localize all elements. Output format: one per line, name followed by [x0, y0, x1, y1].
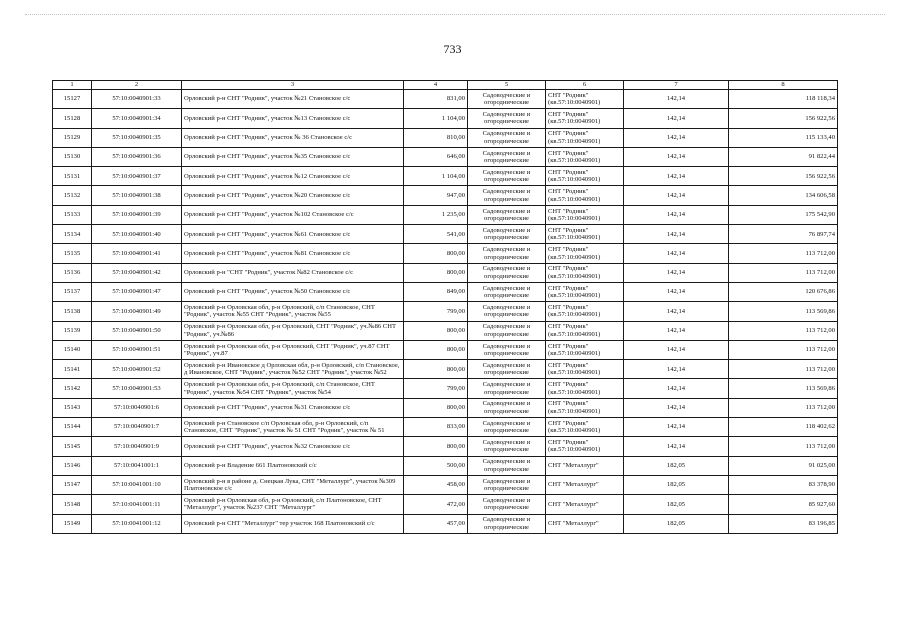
cell-land-use: Садоводческие и огороднические [468, 167, 546, 186]
cell-cadastral-number: 57:10:0040901:53 [92, 379, 182, 398]
cell-cadastral-value: 120 676,86 [729, 282, 838, 301]
cell-partnership: СНТ "Родник" (кв.57:10:0040901) [546, 418, 624, 437]
cell-cadastral-number: 57:10:0040901:52 [92, 360, 182, 379]
cell-partnership: СНТ "Металлург" [546, 475, 624, 494]
cell-cadastral-value: 91 025,00 [729, 456, 838, 475]
cell-cadastral-number: 57:10:0040901:34 [92, 109, 182, 128]
page-number: 733 [443, 42, 462, 56]
cell-land-use: Садоводческие и огороднические [468, 186, 546, 205]
cell-record-number: 15137 [53, 282, 92, 301]
cell-address: Орловский р-н СНТ "Родник", участок №31 Становское с/с [182, 398, 404, 417]
cell-address: Орловский р-н СНТ "Родник", участок №81 Становское с/с [182, 244, 404, 263]
cell-area: 541,00 [404, 225, 468, 244]
cell-cadastral-value: 118 402,62 [729, 418, 838, 437]
column-header: 1 [53, 81, 92, 90]
cell-record-number: 15143 [53, 398, 92, 417]
cell-land-use: Садоводческие и огороднические [468, 418, 546, 437]
table-row [53, 456, 838, 475]
cell-cadastral-value: 115 133,40 [729, 128, 838, 147]
cell-address: Орловский р-н СНТ "Родник", участок №61 Становское с/с [182, 225, 404, 244]
cell-record-number: 15149 [53, 514, 92, 533]
cell-cadastral-number: 57:10:0040901:6 [92, 398, 182, 417]
cell-partnership: СНТ "Родник" (кв.57:10:0040901) [546, 398, 624, 417]
table-row [53, 282, 838, 301]
cell-record-number: 15144 [53, 418, 92, 437]
cell-unit-price: 182,05 [624, 456, 729, 475]
cell-unit-price: 142,14 [624, 437, 729, 456]
cell-land-use: Садоводческие и огороднические [468, 437, 546, 456]
cell-address: Орловский р-н СНТ "Родник", участок №102 Становское с/с [182, 205, 404, 224]
cell-unit-price: 142,14 [624, 282, 729, 301]
cell-partnership: СНТ "Родник" (кв.57:10:0040901) [546, 205, 624, 224]
cell-area: 646,00 [404, 147, 468, 166]
cell-land-use: Садоводческие и огороднические [468, 398, 546, 417]
cell-area: 800,00 [404, 398, 468, 417]
cell-record-number: 15148 [53, 495, 92, 514]
cell-cadastral-number: 57:10:0040901:41 [92, 244, 182, 263]
cell-unit-price: 142,14 [624, 244, 729, 263]
cell-land-use: Садоводческие и огороднические [468, 282, 546, 301]
cell-area: 800,00 [404, 360, 468, 379]
cell-unit-price: 142,14 [624, 128, 729, 147]
cell-area: 800,00 [404, 263, 468, 282]
cell-cadastral-number: 57:10:0040901:33 [92, 90, 182, 109]
table-row [53, 128, 838, 147]
cell-cadastral-value: 113 712,00 [729, 263, 838, 282]
cell-cadastral-value: 113 569,86 [729, 379, 838, 398]
table-row [53, 514, 838, 533]
cell-partnership: СНТ "Родник" (кв.57:10:0040901) [546, 167, 624, 186]
cell-cadastral-number: 57:10:0040901:51 [92, 340, 182, 359]
cell-address: Орловский р-н "СНТ "Родник", участок №82 Становское с/с [182, 263, 404, 282]
cell-partnership: СНТ "Родник" (кв.57:10:0040901) [546, 437, 624, 456]
cell-land-use: Садоводческие и огороднические [468, 475, 546, 494]
cell-area: 800,00 [404, 244, 468, 263]
cell-address: Орловский р-н СНТ "Родник", участок №32 Становское с/с [182, 437, 404, 456]
cell-land-use: Садоводческие и огороднические [468, 90, 546, 109]
cell-area: 800,00 [404, 340, 468, 359]
cell-cadastral-number: 57:10:0041001:11 [92, 495, 182, 514]
cell-area: 1 235,00 [404, 205, 468, 224]
table-row [53, 495, 838, 514]
cell-partnership: СНТ "Металлург" [546, 456, 624, 475]
cell-area: 947,00 [404, 186, 468, 205]
cell-address: Орловский р-н Орловская обл, р-н Орловский, с/п Платоновское, СНТ "Металлург", участок №237 СНТ "Металлург" [182, 495, 404, 514]
cell-partnership: СНТ "Родник" (кв.57:10:0040901) [546, 302, 624, 321]
column-header: 4 [404, 81, 468, 90]
cell-record-number: 15136 [53, 263, 92, 282]
cell-address: Орловский р-н Ивановское д Орловская обл, р-н Орловский, с/п Становское, д Ивановское, СНТ "Родник", участок №52 СНТ "Родник", участок №52 [182, 360, 404, 379]
cell-partnership: СНТ "Родник" (кв.57:10:0040901) [546, 186, 624, 205]
cell-cadastral-value: 113 569,86 [729, 302, 838, 321]
cell-area: 457,00 [404, 514, 468, 533]
cell-area: 1 104,00 [404, 167, 468, 186]
cell-record-number: 15146 [53, 456, 92, 475]
cell-cadastral-value: 91 822,44 [729, 147, 838, 166]
cell-land-use: Садоводческие и огороднические [468, 340, 546, 359]
cell-cadastral-value: 113 712,00 [729, 437, 838, 456]
cell-partnership: СНТ "Родник" (кв.57:10:0040901) [546, 90, 624, 109]
cell-unit-price: 142,14 [624, 167, 729, 186]
cell-partnership: СНТ "Родник" (кв.57:10:0040901) [546, 244, 624, 263]
cell-unit-price: 142,14 [624, 379, 729, 398]
cell-record-number: 15139 [53, 321, 92, 340]
cell-area: 472,00 [404, 495, 468, 514]
cell-area: 800,00 [404, 437, 468, 456]
cell-address: Орловский р-н СНТ "Металлург" тер участок 168 Платоновский с/с [182, 514, 404, 533]
cell-cadastral-number: 57:10:0040901:37 [92, 167, 182, 186]
cell-record-number: 15142 [53, 379, 92, 398]
cell-cadastral-value: 113 712,00 [729, 244, 838, 263]
cell-partnership: СНТ "Родник" (кв.57:10:0040901) [546, 128, 624, 147]
column-header: 3 [182, 81, 404, 90]
cell-partnership: СНТ "Родник" (кв.57:10:0040901) [546, 379, 624, 398]
cell-partnership: СНТ "Родник" (кв.57:10:0040901) [546, 321, 624, 340]
cell-cadastral-number: 57:10:0040901:42 [92, 263, 182, 282]
cell-unit-price: 142,14 [624, 90, 729, 109]
cell-partnership: СНТ "Родник" (кв.57:10:0040901) [546, 360, 624, 379]
table-row [53, 475, 838, 494]
cell-record-number: 15133 [53, 205, 92, 224]
cell-land-use: Садоводческие и огороднические [468, 379, 546, 398]
cell-cadastral-value: 156 922,56 [729, 167, 838, 186]
cell-land-use: Садоводческие и огороднические [468, 302, 546, 321]
cell-partnership: СНТ "Родник" (кв.57:10:0040901) [546, 147, 624, 166]
cell-area: 800,00 [404, 321, 468, 340]
header-row [53, 81, 838, 90]
cell-area: 799,00 [404, 302, 468, 321]
cell-cadastral-number: 57:10:0040901:39 [92, 205, 182, 224]
cell-area: 849,00 [404, 282, 468, 301]
cell-address: Орловский р-н СНТ "Родник", участок №21 Становское с/с [182, 90, 404, 109]
cell-record-number: 15134 [53, 225, 92, 244]
cell-cadastral-value: 83 378,90 [729, 475, 838, 494]
cell-cadastral-number: 57:10:0040901:40 [92, 225, 182, 244]
cell-record-number: 15131 [53, 167, 92, 186]
cell-land-use: Садоводческие и огороднические [468, 109, 546, 128]
cell-land-use: Садоводческие и огороднические [468, 456, 546, 475]
cell-partnership: СНТ "Металлург" [546, 514, 624, 533]
cell-area: 831,00 [404, 90, 468, 109]
cell-unit-price: 142,14 [624, 225, 729, 244]
table-row [53, 225, 838, 244]
cell-cadastral-value: 113 712,00 [729, 360, 838, 379]
column-header: 6 [546, 81, 624, 90]
cell-partnership: СНТ "Родник" (кв.57:10:0040901) [546, 282, 624, 301]
cell-address: Орловский р-н СНТ "Родник", участок №12 Становское с/с [182, 167, 404, 186]
cell-cadastral-value: 134 606,58 [729, 186, 838, 205]
cell-address: Орловский р-н Орловская обл, р-н Орловский, с/п Становское, СНТ "Родник", участок №55 СНТ "Родник", участок №55 [182, 302, 404, 321]
table-row [53, 147, 838, 166]
cell-record-number: 15128 [53, 109, 92, 128]
column-header: 5 [468, 81, 546, 90]
cell-unit-price: 142,14 [624, 302, 729, 321]
table-row [53, 205, 838, 224]
cell-land-use: Садоводческие и огороднические [468, 321, 546, 340]
cell-unit-price: 142,14 [624, 147, 729, 166]
cell-unit-price: 142,14 [624, 398, 729, 417]
cell-land-use: Садоводческие и огороднические [468, 147, 546, 166]
cell-record-number: 15147 [53, 475, 92, 494]
table-row [53, 340, 838, 359]
cell-cadastral-number: 57:10:0041001:12 [92, 514, 182, 533]
cell-cadastral-number: 57:10:0040901:35 [92, 128, 182, 147]
cell-record-number: 15127 [53, 90, 92, 109]
table-row [53, 418, 838, 437]
cell-unit-price: 142,14 [624, 186, 729, 205]
cell-area: 833,00 [404, 418, 468, 437]
cell-cadastral-value: 76 897,74 [729, 225, 838, 244]
cell-land-use: Садоводческие и огороднические [468, 514, 546, 533]
cell-cadastral-value: 175 542,90 [729, 205, 838, 224]
cell-cadastral-value: 85 927,60 [729, 495, 838, 514]
cell-area: 500,00 [404, 456, 468, 475]
cell-partnership: СНТ "Родник" (кв.57:10:0040901) [546, 109, 624, 128]
cell-land-use: Садоводческие и огороднические [468, 205, 546, 224]
cell-cadastral-value: 113 712,00 [729, 321, 838, 340]
cell-cadastral-number: 57:10:0041001:1 [92, 456, 182, 475]
cell-address: Орловский р-н Орловская обл, р-н Орловский, СНТ "Родник", уч.№86 СНТ "Родник", уч.№86 [182, 321, 404, 340]
table-row [53, 379, 838, 398]
cell-record-number: 15135 [53, 244, 92, 263]
table-row [53, 398, 838, 417]
cell-record-number: 15129 [53, 128, 92, 147]
cell-cadastral-value: 113 712,00 [729, 398, 838, 417]
cell-unit-price: 142,14 [624, 418, 729, 437]
cell-cadastral-number: 57:10:0040901:9 [92, 437, 182, 456]
cell-unit-price: 182,05 [624, 475, 729, 494]
cell-address: Орловский р-н СНТ "Родник", участок №35 Становское с/с [182, 147, 404, 166]
column-header: 8 [729, 81, 838, 90]
cell-address: Орловский р-н СНТ "Родник", участок №13 Становское с/с [182, 109, 404, 128]
cell-land-use: Садоводческие и огороднические [468, 263, 546, 282]
table-row [53, 167, 838, 186]
cell-record-number: 15141 [53, 360, 92, 379]
cell-partnership: СНТ "Металлург" [546, 495, 624, 514]
cell-record-number: 15132 [53, 186, 92, 205]
cell-land-use: Садоводческие и огороднические [468, 360, 546, 379]
cell-unit-price: 182,05 [624, 514, 729, 533]
table-row [53, 437, 838, 456]
column-header: 7 [624, 81, 729, 90]
cell-address: Орловский р-н СНТ "Родник", участок №20 Становское с/с [182, 186, 404, 205]
cell-cadastral-value: 113 712,00 [729, 340, 838, 359]
table-row [53, 90, 838, 109]
cell-record-number: 15140 [53, 340, 92, 359]
cell-address: Орловский р-н в районе д. Снецкая Лука, СНТ "Металлург", участок №309 Платоновское с/с [182, 475, 404, 494]
cell-land-use: Садоводческие и огороднические [468, 225, 546, 244]
cell-unit-price: 142,14 [624, 263, 729, 282]
table-row [53, 321, 838, 340]
cell-cadastral-value: 156 922,56 [729, 109, 838, 128]
cell-address: Орловский р-н Орловская обл, р-н Орловский, с/п Становское, СНТ "Родник", участок №54 СНТ "Родник", участок №54 [182, 379, 404, 398]
cell-address: Орловский р-н СНТ "Родник", участок № 36 Становское с/с [182, 128, 404, 147]
cell-cadastral-number: 57:10:0040901:38 [92, 186, 182, 205]
cell-address: Орловский р-н СНТ "Родник", участок №50 Становское с/с [182, 282, 404, 301]
table-row [53, 360, 838, 379]
cell-area: 810,00 [404, 128, 468, 147]
land-registry-table [52, 80, 838, 534]
cell-record-number: 15145 [53, 437, 92, 456]
cell-cadastral-number: 57:10:0040901:7 [92, 418, 182, 437]
cell-land-use: Садоводческие и огороднические [468, 495, 546, 514]
cell-unit-price: 142,14 [624, 321, 729, 340]
table-row [53, 109, 838, 128]
cell-land-use: Садоводческие и огороднические [468, 128, 546, 147]
cell-area: 1 104,00 [404, 109, 468, 128]
cell-unit-price: 182,05 [624, 495, 729, 514]
scan-artifact-line [25, 14, 885, 21]
cell-unit-price: 142,14 [624, 360, 729, 379]
cell-cadastral-number: 57:10:0040901:50 [92, 321, 182, 340]
cell-address: Орловский р-н Владение 661 Платоновский с/с [182, 456, 404, 475]
cell-cadastral-number: 57:10:0040901:47 [92, 282, 182, 301]
cell-cadastral-value: 83 196,85 [729, 514, 838, 533]
table-row [53, 263, 838, 282]
table-row [53, 186, 838, 205]
cell-cadastral-number: 57:10:0040901:49 [92, 302, 182, 321]
table-body [53, 90, 838, 534]
cell-unit-price: 142,14 [624, 109, 729, 128]
table-row [53, 244, 838, 263]
cell-land-use: Садоводческие и огороднические [468, 244, 546, 263]
table-row [53, 302, 838, 321]
cell-partnership: СНТ "Родник" (кв.57:10:0040901) [546, 340, 624, 359]
cell-partnership: СНТ "Родник" (кв.57:10:0040901) [546, 263, 624, 282]
cell-area: 799,00 [404, 379, 468, 398]
cell-address: Орловский р-н Становское с/п Орловская обл, р-н Орловский, с/п Становское, СНТ "Родник", участок № 51 СНТ "Родник", участок № 51 [182, 418, 404, 437]
cell-cadastral-number: 57:10:0040901:36 [92, 147, 182, 166]
cell-record-number: 15130 [53, 147, 92, 166]
cell-unit-price: 142,14 [624, 340, 729, 359]
cell-address: Орловский р-н Орловская обл, р-н Орловский, СНТ "Родник", уч.87 СНТ "Родник", уч.87 [182, 340, 404, 359]
column-header: 2 [92, 81, 182, 90]
cell-cadastral-number: 57:10:0041001:10 [92, 475, 182, 494]
cell-unit-price: 142,14 [624, 205, 729, 224]
cell-cadastral-value: 118 118,34 [729, 90, 838, 109]
cell-record-number: 15138 [53, 302, 92, 321]
cell-area: 458,00 [404, 475, 468, 494]
cell-partnership: СНТ "Родник" (кв.57:10:0040901) [546, 225, 624, 244]
